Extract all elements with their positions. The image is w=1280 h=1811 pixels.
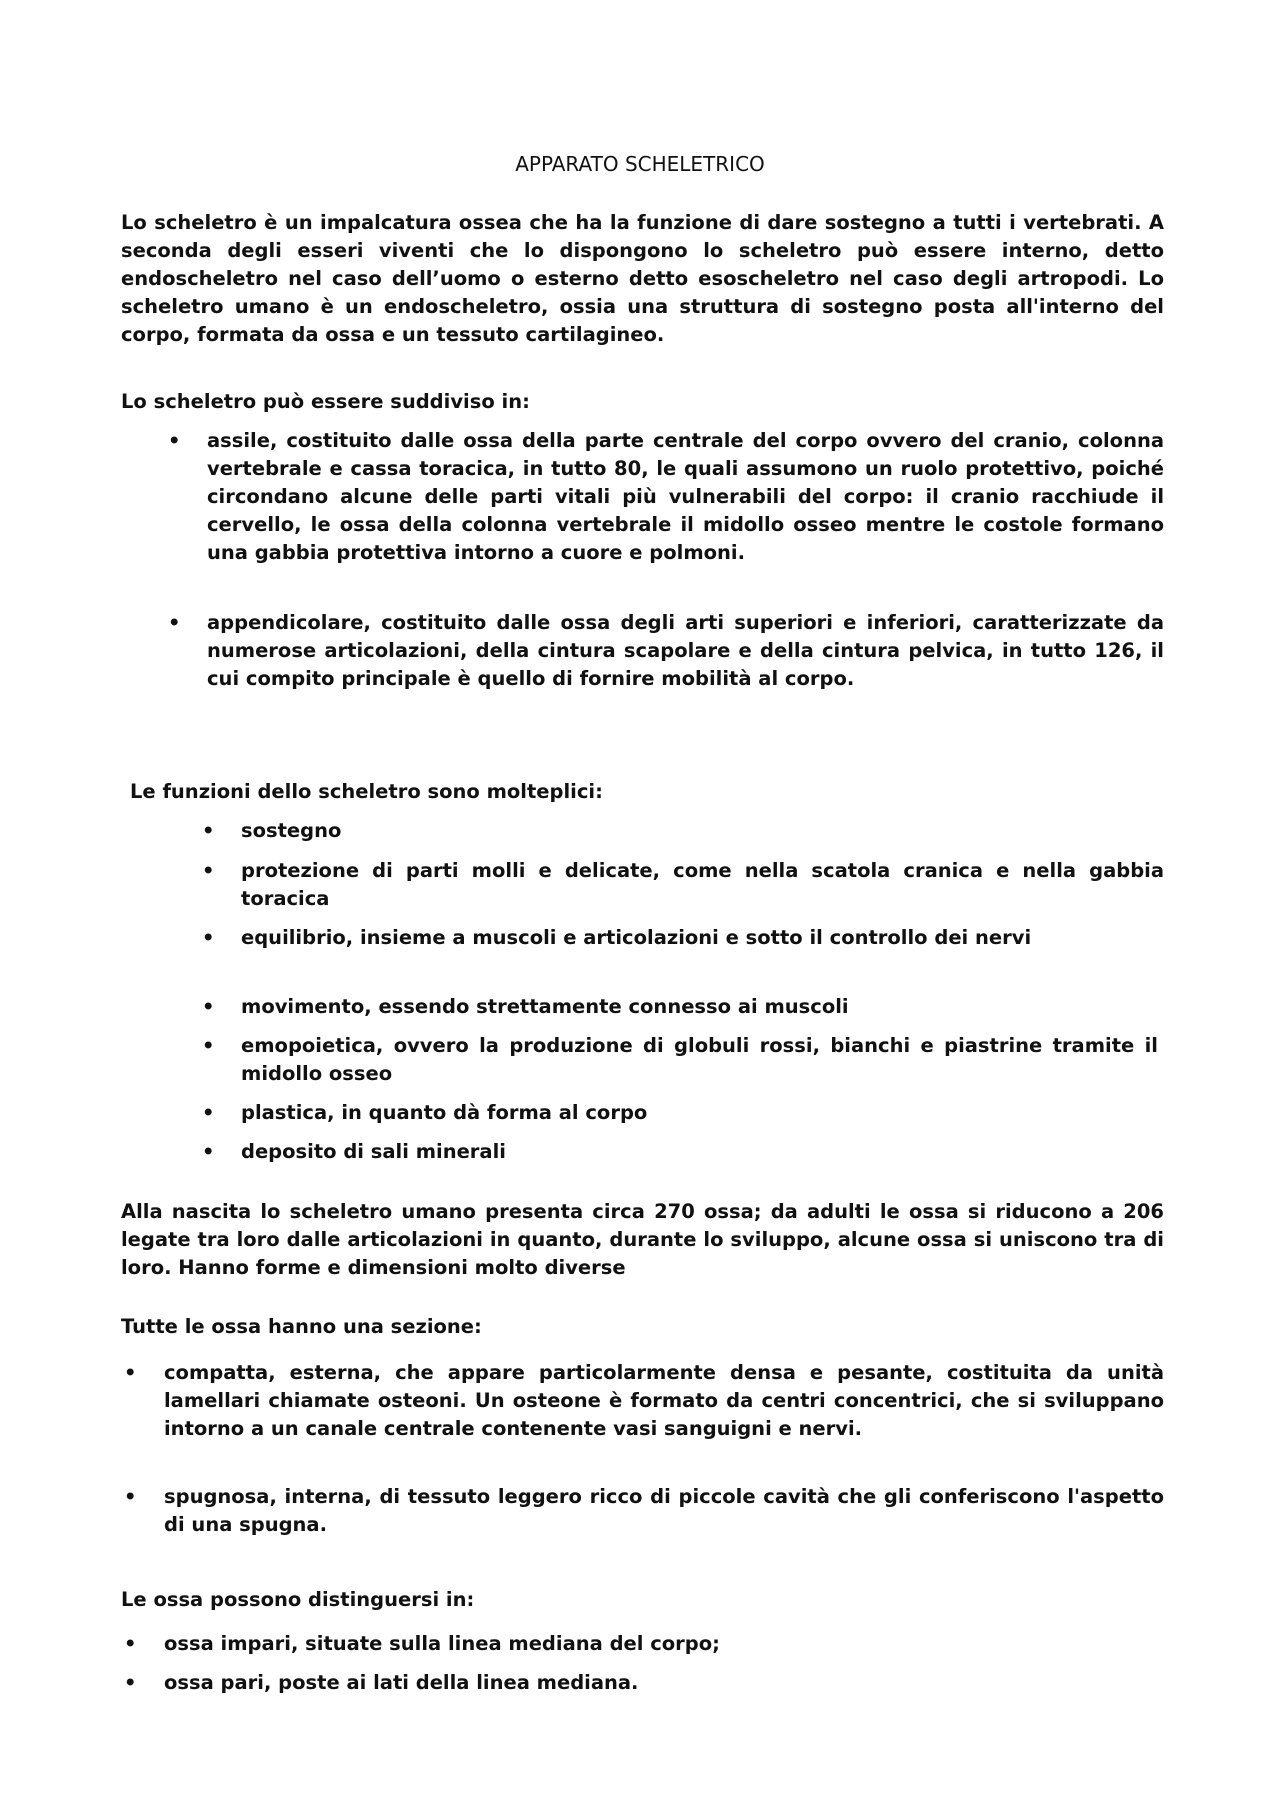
intro-paragraph: Lo scheletro è un impalcatura ossea che ha la funzione di dare sostegno a tutti i vertebrati. A seconda degli esseri viventi che lo dispongono lo scheletro può essere interno, detto endoscheletro nel caso dell’uomo o esterno detto esoscheletro nel caso degli artropodi. Lo scheletro umano è un endoscheletro, ossia una struttura di sostegno posta all'interno del corpo, formata da ossa e un tessuto cartilagineo.	[121, 211, 1164, 346]
section-item-spugnosa: spugnosa, interna, di tessuto leggero ricco di piccole cavità che gli conferiscono l'aspetto di una spugna.	[164, 1485, 1164, 1536]
types-item-pari: ossa pari, poste ai lati della linea mediana.	[164, 1671, 639, 1694]
function-item: emopoietica, ovvero la produzione di globuli rossi, bianchi e piastrine tramite il midollo osseo	[241, 1034, 1158, 1085]
bullet-icon: •	[202, 1140, 215, 1163]
document-title: APPARATO SCHELETRICO	[515, 152, 765, 176]
bullet-icon: •	[124, 1361, 137, 1384]
division-heading: Lo scheletro può essere suddiviso in:	[121, 390, 530, 413]
division-item-appendicolare: appendicolare, costituito dalle ossa degli arti superiori e inferiori, caratterizzate da numerose articolazioni, della cintura scapolare e della cintura pelvica, in tutto 126, il cui compito principale è quello di fornire mobilità al corpo.	[207, 611, 1164, 690]
functions-heading: Le funzioni dello scheletro sono molteplici:	[130, 780, 603, 803]
bullet-icon: •	[202, 1034, 215, 1057]
bullet-icon: •	[124, 1632, 137, 1655]
function-item: protezione di parti molli e delicate, come nella scatola cranica e nella gabbia toracica	[241, 859, 1164, 910]
bullet-icon: •	[202, 859, 215, 882]
function-item: movimento, essendo strettamente connesso ai muscoli	[241, 995, 849, 1018]
bullet-icon: •	[202, 1101, 215, 1124]
bullet-icon: •	[124, 1671, 137, 1694]
section-item-compatta: compatta, esterna, che appare particolarmente densa e pesante, costituita da unità lamellari chiamate osteoni. Un osteone è formato da centri concentrici, che si sviluppano intorno a un canale centrale contenente vasi sanguigni e nervi.	[164, 1361, 1164, 1440]
division-item-assile: assile, costituito dalle ossa della parte centrale del corpo ovvero del cranio, colonna vertebrale e cassa toracica, in tutto 80, le quali assumono un ruolo protettivo, poiché circondano alcune delle parti vitali più vulnerabili del corpo: il cranio racchiude il cervello, le ossa della colonna vertebrale il midollo osseo mentre le costole formano una gabbia protettiva intorno a cuore e polmoni.	[207, 429, 1164, 564]
bullet-icon: •	[202, 926, 215, 949]
birth-paragraph: Alla nascita lo scheletro umano presenta circa 270 ossa; da adulti le ossa si riducono a 206 legate tra loro dalle articolazioni in quanto, durante lo sviluppo, alcune ossa si uniscono tra di loro. Hanno forme e dimensioni molto diverse	[121, 1200, 1164, 1279]
bullet-icon: •	[202, 819, 215, 842]
types-heading: Le ossa possono distinguersi in:	[121, 1588, 475, 1611]
types-item-impari: ossa impari, situate sulla linea mediana del corpo;	[164, 1632, 720, 1655]
bullet-icon: •	[168, 611, 181, 634]
function-item: equilibrio, insieme a muscoli e articolazioni e sotto il controllo dei nervi	[241, 926, 1032, 949]
function-item: plastica, in quanto dà forma al corpo	[241, 1101, 648, 1124]
bullet-icon: •	[202, 995, 215, 1018]
section-heading: Tutte le ossa hanno una sezione:	[121, 1315, 482, 1338]
bullet-icon: •	[124, 1485, 137, 1508]
function-item: sostegno	[241, 819, 342, 842]
function-item: deposito di sali minerali	[241, 1140, 506, 1163]
bullet-icon: •	[168, 429, 181, 452]
